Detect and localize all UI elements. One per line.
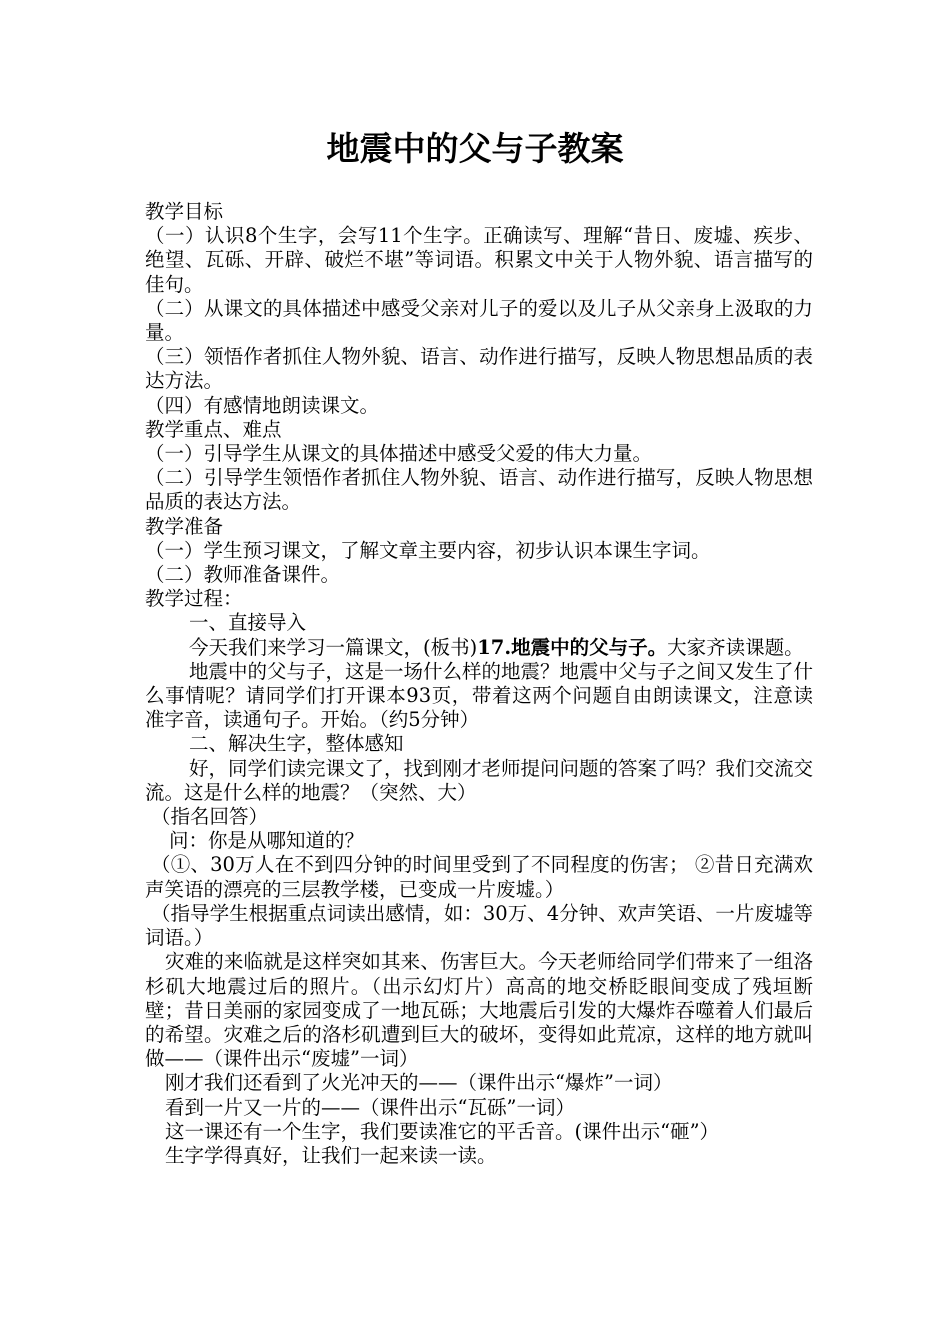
paragraph: 问：你是从哪知道的？ (169, 829, 365, 853)
paragraph: 生字学得真好，让我们一起来读一读。 (165, 1143, 497, 1167)
paragraph: （一）引导学生从课文的具体描述中感受父爱的伟大力量。 (145, 442, 653, 466)
paragraph: 好，同学们读完课文了，找到刚才老师提问问题的答案了吗？我们交流交流。这是什么样的地震？（突然、大） (145, 756, 814, 804)
paragraph: （三）领悟作者抓住人物外貌、语言、动作进行描写，反映人物思想品质的表达方法。 (145, 345, 813, 393)
paragraph: （一）学生预习课文，了解文章主要内容，初步认识本课生字词。 (145, 538, 711, 562)
paragraph-text: 今天我们来学习一篇课文，(板书) (189, 635, 478, 659)
paragraph: （二）教师准备课件。 (145, 563, 341, 587)
paragraph: （①、30万人在不到四分钟的时间里受到了不同程度的伤害； ②昔日充满欢声笑语的漂亮的三层教学楼，已变成一片废墟。） (145, 853, 813, 901)
section-heading: 教学重点、难点 (145, 417, 282, 441)
section-heading: 教学准备 (145, 514, 224, 538)
paragraph: （二）从课文的具体描述中感受父亲对儿子的爱以及儿子从父亲身上汲取的力量。 (145, 296, 813, 345)
paragraph: （二）引导学生领悟作者抓住人物外貌、语言、动作进行描写，反映人物思想品质的表达方法。 (145, 466, 813, 514)
document-body (145, 200, 813, 1168)
paragraph-text: 大家齐读课题。 (667, 635, 804, 659)
paragraph: 刚才我们还看到了火光冲天的——（课件出示“爆炸”一词） (165, 1071, 673, 1095)
board-lesson-title: 17.地震中的父与子。 (477, 635, 668, 659)
step-heading: 一、直接导入 (189, 611, 307, 635)
paragraph: （一）认识8个生字，会写11个生字。正确读写、理解“昔日、废墟、疾步、绝望、瓦砾、开辟、破烂不堪”等词语。积累文中关于人物外貌、语言描写的佳句。 (145, 224, 813, 296)
step-heading: 二、解决生字，整体感知 (189, 732, 404, 756)
paragraph: 这一课还有一个生字，我们要读准它的平舌音。(课件出示“砸”） (165, 1119, 720, 1143)
section-heading: 教学过程： (145, 587, 243, 611)
paragraph: （指名回答） (151, 805, 269, 829)
paragraph: （指导学生根据重点词读出感情，如：30万、4分钟、欢声笑语、一片废墟等词语。） (145, 901, 813, 950)
paragraph: 看到一片又一片的——（课件出示“瓦砾”一词） (165, 1095, 575, 1119)
document-title: 地震中的父与子教案 (326, 129, 624, 168)
paragraph: 灾难的来临就是这样突如其来、伤害巨大。今天老师给同学们带来了一组洛杉矶大地震过后的照片。（出示幻灯片）高高的地交桥眨眼间变成了残垣断壁；昔日美丽的家园变成了一地瓦砾；大地震后引发的大爆炸吞噬着人们最后的希望。灾难之后的洛杉矶遭到巨大的破坏，变得如此荒凉，这样的地方就叫做——（课件出示“废墟”一词） (145, 950, 813, 1071)
section-heading: 教学目标 (145, 200, 224, 223)
paragraph (145, 636, 813, 660)
paragraph: 地震中的父与子，这是一场什么样的地震？地震中父与子之间又发生了什么事情呢？请同学们打开课本93页，带着这两个问题自由朗读课文，注意读准字音，读通句子。开始。（约5分钟） (145, 659, 814, 732)
paragraph: （四）有感情地朗读课文。 (145, 393, 380, 417)
